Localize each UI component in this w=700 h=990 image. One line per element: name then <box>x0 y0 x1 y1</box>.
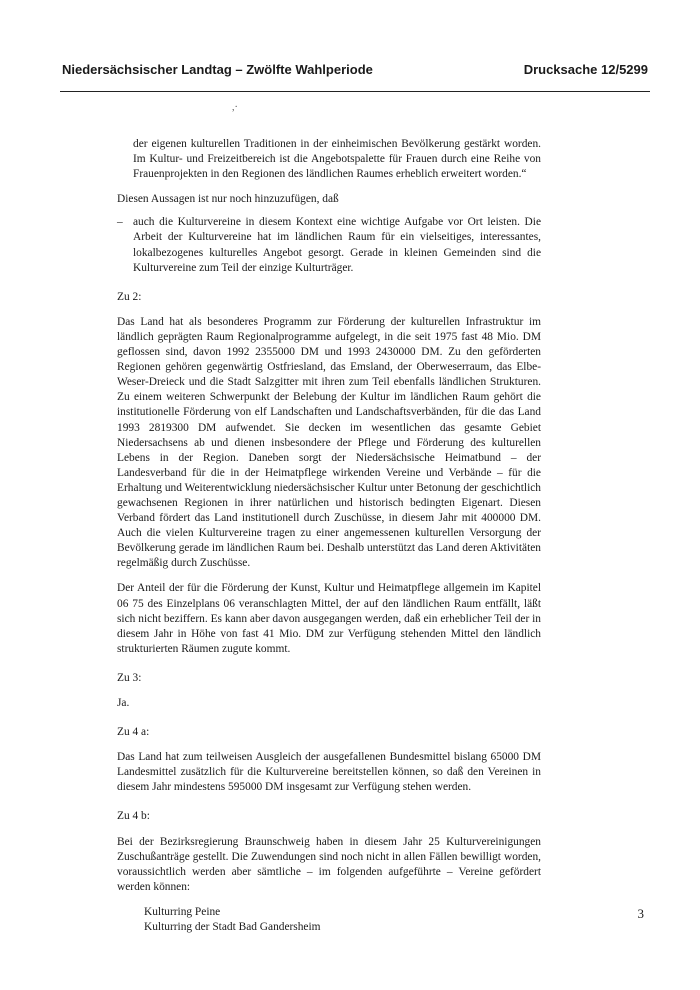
document-number: Drucksache 12/5299 <box>523 62 648 77</box>
dash-list-item <box>117 215 541 275</box>
document-body <box>117 137 541 935</box>
quote-paragraph: der eigenen kulturellen Traditionen in der einheimischen Bevölkerung gestärkt worden. Im Kultur- und Freizeitbereich ist die Angebotspalette für Frauen durch eine Reihe von Frauenprojekten in den Regionen des ländlichen Raumes erheblich erweitert worden.“ <box>133 138 541 181</box>
page-header <box>62 62 648 77</box>
dash-marker: – <box>117 216 123 229</box>
header-rule <box>60 91 650 92</box>
page-number: 3 <box>637 906 644 921</box>
zu4a-text: Das Land hat zum teilweisen Ausgleich der ausgefallenen Bundesmittel bislang 65000 DM Landesmittel zusätzlich für die Kulturvereine bereitstellen können, so daß den Vereinen in diesem Jahr mindestens 595000 DM insgesamt zur Verfügung stehen werden. <box>117 751 541 794</box>
zu4b-text: Bei der Bezirksregierung Braunschweig haben in diesem Jahr 25 Kulturvereinigungen Zuschußanträge gestellt. Die Zuwendungen sind noch nicht in allen Fällen bewilligt worden, voraussichtlich werden aber sämtliche – im folgenden aufgeführte – Vereine gefördert werden können: <box>117 835 541 893</box>
intro-paragraph: Diesen Aussagen ist nur noch hinzuzufügen, daß <box>117 193 339 206</box>
section-label-zu4b: Zu 4 b: <box>117 810 150 823</box>
club-list <box>117 905 541 935</box>
section-label-zu2: Zu 2: <box>117 290 142 303</box>
scan-mark: ,· <box>232 102 238 113</box>
list-item: Kulturring der Stadt Bad Gandersheim <box>144 921 321 934</box>
zu2-paragraph-1: Das Land hat als besonderes Programm zur Förderung der kulturellen Infrastruktur im ländlich geprägten Raum Regionalprogramme aufgelegt, in die seit 1975 fast 48 Mio. DM geflossen sind, davon 1992 2355000 DM und 1993 2430000 DM. Zu den geförderten Regionen gehören gegenwärtig Ostfriesland, das Emsland, der Oberweserraum, das Elbe-Weser-Dreieck und die Stadt Salzgitter mit ihren zum Teil ebenfalls ländlichen Strukturen. Zu einem weiteren Schwerpunkt der Belebung der Kultur im ländlichen Raum gehört die institutionelle Förderung von elf Landschaften und Landschaftsverbänden, für die das Land 1993 2819300 DM aufwendet. Sie decken im wesentlichen das gesamte Gebiet Niedersachsens ab und dienen insbesondere der Pflege und Förderung des kulturellen Lebens in der Region. Daneben sorgt der Niedersächsische Heimatbund – der Landesverband für die in der Heimatpflege wirkenden Vereine und Verbände – für die Erhaltung und Weiterentwicklung niedersächsischer Kultur unter Betonung der geschichtlich gewachsenen Regionen in ihrer natürlichen und historisch bedingten Eigenart. Diesen Verband fördert das Land institutionell durch Zuschüsse, in diesem Jahr mit 400000 DM. Auch die vielen Kulturvereine tragen zu einer angemessenen kulturellen Versorgung der Bevölkerung gerade im ländlichen Raum bei. Deshalb unterstützt das Land deren Aktivitäten regelmäßig durch Zuschüsse. <box>117 315 541 570</box>
dash-item-text: auch die Kulturvereine in diesem Kontext eine wichtige Aufgabe vor Ort leisten. Die Arbeit der Kulturvereine hat im ländlichen Raum für ein vielseitiges, interessantes, lokalbezogenes kulturelles Angebot gesorgt. Gerade in kleinen Gemeinden sind die Kulturvereine zum Teil der einzige Kulturträger. <box>133 216 541 274</box>
zu3-text: Ja. <box>117 697 130 709</box>
zu2-paragraph-2: Der Anteil der für die Förderung der Kunst, Kultur und Heimatpflege allgemein im Kapitel 06 75 des Einzelplans 06 veranschlagten Mittel, der auf den ländlichen Raum entfällt, läßt sich nicht beziffern. Es kann aber davon ausgegangen werden, daß ein erheblicher Teil der in diesem Jahr in Höhe von fast 41 Mio. DM zur Verfügung stehenden Mittel den ländlich strukturierten Räumen zugute kommt. <box>117 582 541 655</box>
section-label-zu3: Zu 3: <box>117 671 142 684</box>
section-label-zu4a: Zu 4 a: <box>117 726 150 739</box>
header-title: Niedersächsischer Landtag – Zwölfte Wahlperiode <box>62 62 373 77</box>
list-item: Kulturring Peine <box>144 905 221 918</box>
